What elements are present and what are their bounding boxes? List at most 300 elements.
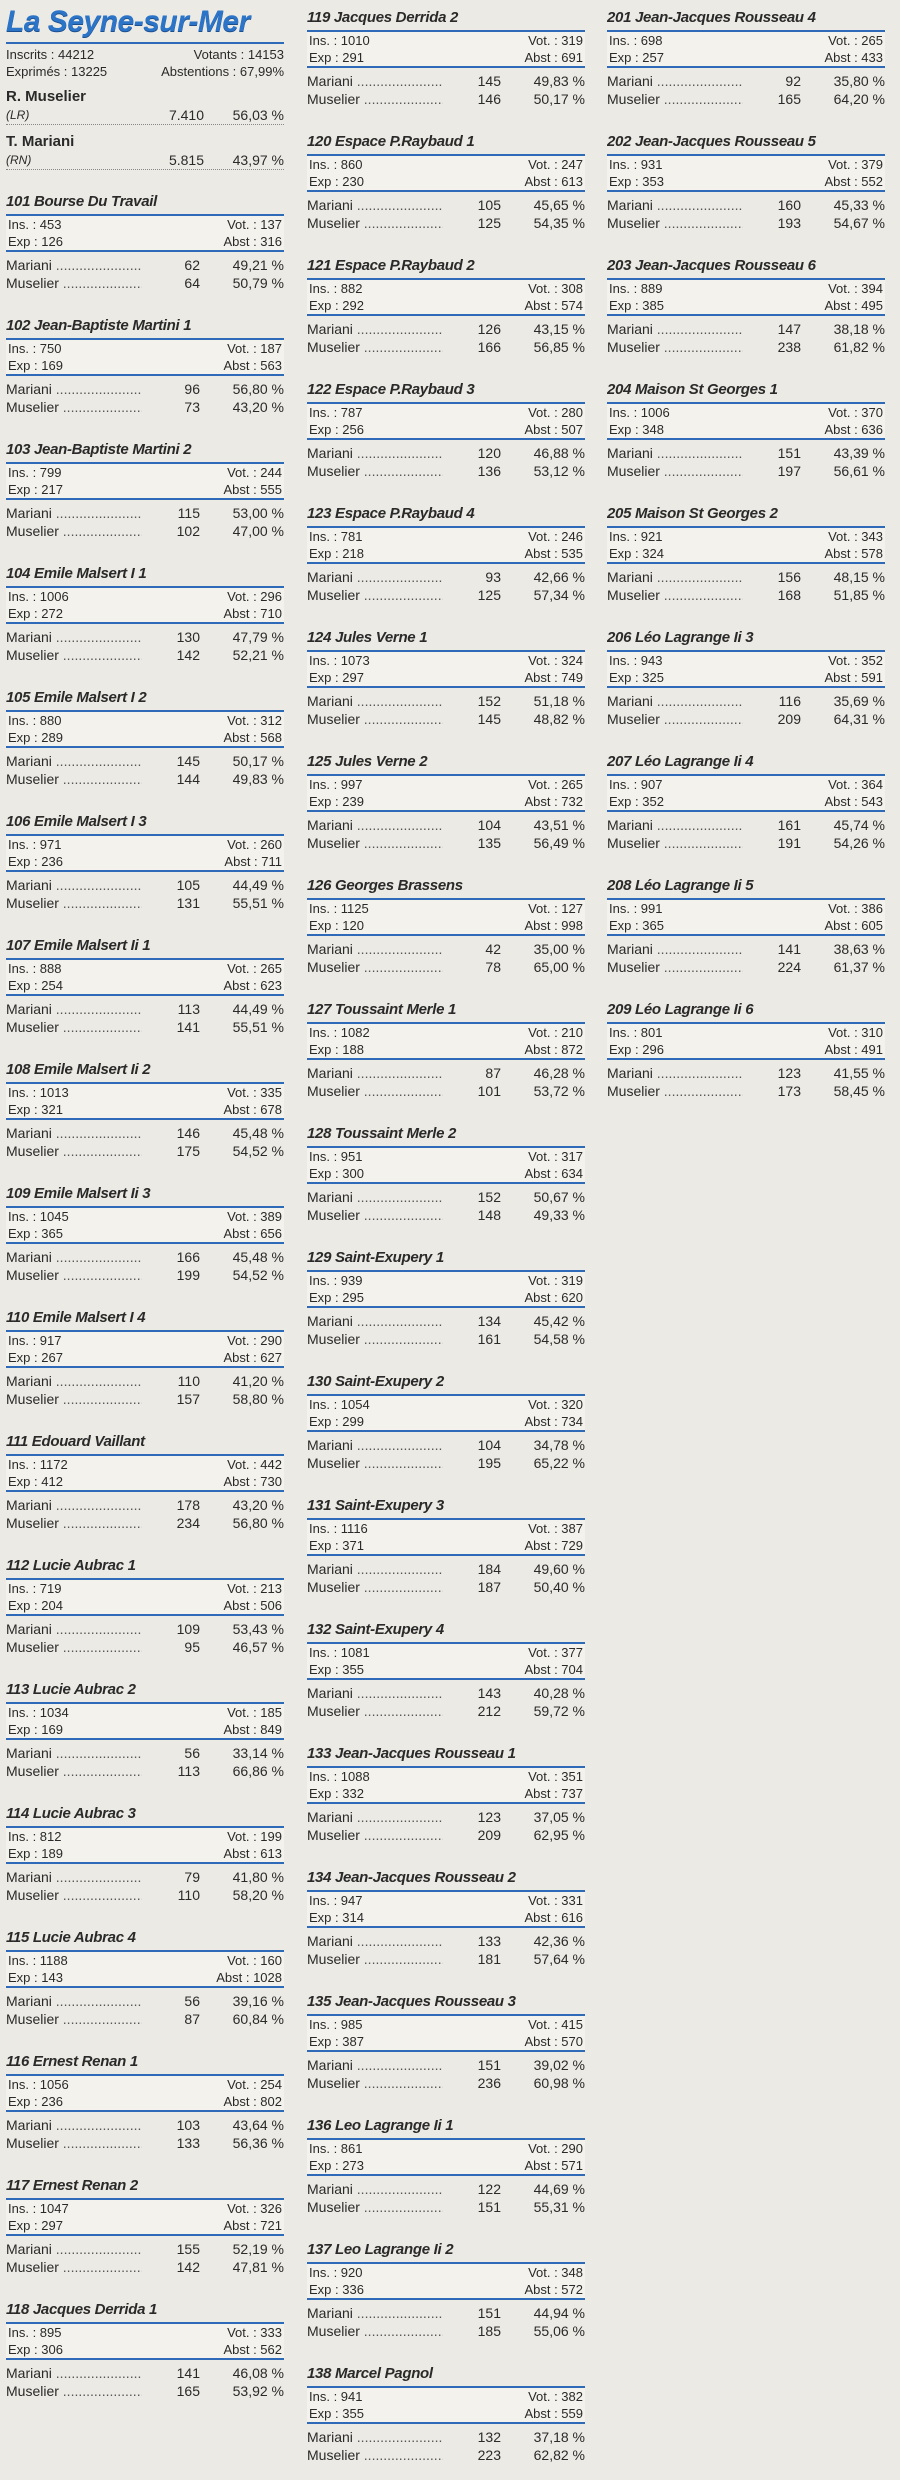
bureau-title: 209 Léo Lagrange Ii 6 [607,1001,754,1018]
candidate-name: T. Mariani [6,133,75,150]
stats-row [307,776,585,793]
stats-row [6,1704,284,1721]
candidate-votes: 238 [777,339,801,355]
stats-row [6,2076,284,2093]
bureau-stats [6,586,284,624]
abstentions-value: Abst : 562 [223,2342,282,2357]
result-row [607,462,885,480]
result-row [607,1064,885,1082]
candidate-pct: 62,82 % [533,2447,585,2463]
inscrits-value: Ins. : 1073 [309,653,370,668]
candidate-votes: 133 [176,2135,200,2151]
bureau-title: 104 Emile Malsert I 1 [6,565,147,582]
abstentions-value: Abst : 634 [524,1166,583,1181]
bureau-block [6,432,284,556]
stats-row [6,481,284,498]
votants-value: Vot. : 364 [828,777,883,792]
abstentions-value: Abst : 849 [223,1722,282,1737]
bureau-results [307,816,585,852]
candidate-pct: 58,80 % [232,1391,284,1407]
inscrits-value: Ins. : 921 [609,529,663,544]
candidate-votes: 7.410 [168,107,204,123]
inscrits-value: Ins. : 801 [609,1025,663,1040]
abstentions-value: Abst : 730 [223,1474,282,1489]
candidate-name: Muselier ..... [307,214,443,232]
result-row [6,522,284,540]
candidate-name: Mariani ..... [307,1312,443,1330]
inscrits-value: Ins. : 1010 [309,33,370,48]
candidate-pct: 46,28 % [533,1065,585,1081]
bureau-block [307,1612,585,1736]
inscrits-value: Ins. : 1081 [309,1645,370,1660]
bureau-stats [307,2262,585,2300]
abstentions-value: Abst : 613 [524,174,583,189]
inscrits-value: Ins. : 920 [309,2265,363,2280]
candidate-name: Muselier ..... [307,1082,443,1100]
candidate-name: Mariani ..... [6,504,142,522]
abstentions-value: Abst : 656 [223,1226,282,1241]
bureau-results [6,2116,284,2152]
bureau-block [307,2356,585,2480]
stats-row [6,1101,284,1118]
candidate-name: Mariani ..... [6,2364,142,2382]
abstentions-total: Abstentions : 67,99% [161,64,284,79]
bureau-title: 105 Emile Malsert I 2 [6,689,147,706]
exprimes-value: Exp : 412 [8,1474,63,1489]
stats-row [307,1165,585,1182]
result-row [307,1082,585,1100]
result-row [6,1868,284,1886]
bureau-results [307,444,585,480]
candidate-votes: 151 [477,2305,501,2321]
bureau-title: 132 Saint-Exupery 4 [307,1621,444,1638]
candidate-name: Mariani ..... [607,692,743,710]
votants-value: Vot. : 280 [528,405,583,420]
votants-value: Vot. : 160 [227,1953,282,1968]
result-row [607,958,885,976]
column-3 [607,0,885,1116]
candidate-votes: 123 [477,1809,501,1825]
bureau-title: 117 Ernest Renan 2 [6,2177,138,2194]
bureau-title: 121 Espace P.Raybaud 2 [307,257,475,274]
candidate-votes: 151 [477,2199,501,2215]
result-row [6,1142,284,1160]
exprimes-value: Exp : 257 [609,50,664,65]
candidate-pct: 58,20 % [232,1887,284,1903]
city-title: La Seyne-sur-Mer [6,5,250,38]
abstentions-value: Abst : 572 [524,2282,583,2297]
candidate-pct: 46,57 % [232,1639,284,1655]
result-row [607,196,885,214]
bureau-title: 123 Espace P.Raybaud 4 [307,505,475,522]
candidate-votes: 146 [176,1125,200,1141]
stats-row [607,545,885,562]
candidate-votes: 145 [477,73,501,89]
candidate-pct: 45,48 % [232,1249,284,1265]
result-row [6,876,284,894]
abstentions-value: Abst : 802 [223,2094,282,2109]
bureau-title: 116 Ernest Renan 1 [6,2053,138,2070]
votants-value: Vot. : 343 [828,529,883,544]
exprimes-value: Exp : 143 [8,1970,63,1985]
exprimes-value: Exp : 297 [309,670,364,685]
bureau-results [307,320,585,356]
candidate-votes: 132 [477,2429,501,2445]
candidate-pct: 39,02 % [533,2057,585,2073]
stats-row [607,776,885,793]
candidate-votes: 115 [177,505,200,521]
stats-row [307,1272,585,1289]
stats-row [6,1721,284,1738]
candidate-pct: 33,14 % [232,1745,284,1761]
header-rule [6,42,284,44]
bureau-stats [6,462,284,500]
bureau-stats [307,1766,585,1804]
bureau-stats [307,898,585,936]
inscrits-value: Ins. : 812 [8,1829,62,1844]
candidate-votes: 166 [176,1249,200,1265]
candidate-pct: 41,80 % [232,1869,284,1885]
votants-value: Vot. : 312 [227,713,282,728]
candidate-pct: 35,00 % [533,941,585,957]
result-row [607,338,885,356]
inscrits-value: Ins. : 1172 [8,1457,68,1472]
bureau-stats [307,1022,585,1060]
bureau-title: 113 Lucie Aubrac 2 [6,1681,136,1698]
stats-row [307,2264,585,2281]
candidate-name: Mariani ..... [307,2304,443,2322]
candidate-pct: 39,16 % [232,1993,284,2009]
bureau-results [307,2304,585,2340]
candidate-name: Muselier ..... [307,1578,443,1596]
candidate-name: Mariani ..... [307,1436,443,1454]
city-summary [6,46,284,184]
candidate-name: Muselier ..... [6,522,142,540]
candidate-name: Mariani ..... [607,568,743,586]
candidate-votes: 193 [777,215,801,231]
stats-row [6,960,284,977]
votants-value: Vot. : 246 [528,529,583,544]
bureau-title: 135 Jean-Jacques Rousseau 3 [307,1993,516,2010]
abstentions-value: Abst : 506 [223,1598,282,1613]
bureau-block [6,1300,284,1424]
bureau-results [307,1436,585,1472]
result-row [307,2198,585,2216]
abstentions-value: Abst : 570 [524,2034,583,2049]
candidate-votes: 166 [477,339,501,355]
exprimes-value: Exp : 169 [8,1722,63,1737]
bureau-block [307,992,585,1116]
candidate-party: (LR) [6,108,30,122]
candidate-pct: 65,00 % [533,959,585,975]
candidate-votes: 93 [485,569,501,585]
exprimes-value: Exp : 300 [309,1166,364,1181]
candidate-name: Muselier ..... [6,2382,142,2400]
inscrits-value: Ins. : 991 [609,901,663,916]
result-row [6,1638,284,1656]
candidate-pct: 49,33 % [533,1207,585,1223]
result-row [307,2180,585,2198]
result-row [307,586,585,604]
candidate-name: Mariani ..... [6,1868,142,1886]
candidate-pct: 61,37 % [833,959,885,975]
candidate-votes: 199 [176,1267,200,1283]
result-row [6,752,284,770]
candidate-name: Muselier ..... [307,1950,443,1968]
candidate-votes: 134 [477,1313,501,1329]
candidate-pct: 51,85 % [833,587,885,603]
candidate-votes: 104 [477,817,501,833]
candidate-name: Muselier ..... [6,398,142,416]
abstentions-value: Abst : 552 [824,174,883,189]
inscrits-value: Ins. : 931 [609,157,663,172]
stats-row [6,1349,284,1366]
result-row [6,770,284,788]
stats-row [307,1289,585,1306]
candidate-pct: 52,21 % [232,647,284,663]
candidate-pct: 46,88 % [533,445,585,461]
candidate-name: Mariani ..... [307,72,443,90]
abstentions-value: Abst : 568 [223,730,282,745]
bureau-stats [6,2322,284,2360]
candidate-pct: 46,08 % [232,2365,284,2381]
inscrits-value: Ins. : 951 [309,1149,363,1164]
candidate-votes: 95 [184,1639,200,1655]
stats-row [6,2217,284,2234]
inscrits-value: Ins. : 1188 [8,1953,68,1968]
bureau-block [307,0,585,124]
bureau-stats [307,1146,585,1184]
bureau-block [607,124,885,248]
result-row [307,2074,585,2092]
exprimes-value: Exp : 355 [309,2406,364,2421]
bureau-block [307,1488,585,1612]
bureau-stats [307,2014,585,2052]
bureau-stats [6,1702,284,1740]
votants-value: Vot. : 370 [828,405,883,420]
stats-row [607,669,885,686]
bureau-title: 205 Maison St Georges 2 [607,505,778,522]
result-row [607,320,885,338]
votants-value: Vot. : 387 [528,1521,583,1536]
abstentions-value: Abst : 749 [524,670,583,685]
exprimes-value: Exp : 272 [8,606,63,621]
result-row [6,2134,284,2152]
result-row [607,710,885,728]
inscrits-value: Ins. : 799 [8,465,62,480]
result-row [6,1514,284,1532]
result-row [6,1390,284,1408]
exprimes-value: Exp : 126 [8,234,63,249]
candidate-votes: 212 [477,1703,501,1719]
abstentions-value: Abst : 578 [824,546,883,561]
votants-value: Vot. : 127 [528,901,583,916]
bureau-results [6,752,284,788]
bureau-stats [307,30,585,68]
exprimes-value: Exp : 254 [8,978,63,993]
candidate-name: Muselier ..... [607,90,743,108]
candidate-name: Mariani ..... [6,1992,142,2010]
bureau-title: 136 Leo Lagrange Ii 1 [307,2117,454,2134]
candidate-votes: 168 [777,587,801,603]
stats-row [6,2324,284,2341]
exprimes-value: Exp : 314 [309,1910,364,1925]
candidate-pct: 55,51 % [232,895,284,911]
stats-row [307,1644,585,1661]
result-row [6,1266,284,1284]
result-row [307,1454,585,1472]
abstentions-value: Abst : 605 [824,918,883,933]
candidate-name: Mariani ..... [307,568,443,586]
candidate-name: Mariani ..... [307,940,443,958]
candidate-name: Muselier ..... [6,2134,142,2152]
candidate-name: Mariani ..... [307,1560,443,1578]
bureau-title: 126 Georges Brassens [307,877,463,894]
bureau-title: 115 Lucie Aubrac 4 [6,1929,136,1946]
bureau-block [6,556,284,680]
exprimes-value: Exp : 292 [309,298,364,313]
candidate-name: Muselier ..... [607,462,743,480]
candidate-pct: 60,98 % [533,2075,585,2091]
candidate-name: Mariani ..... [607,196,743,214]
candidate-name: Muselier ..... [6,1762,142,1780]
bureau-results [6,256,284,292]
result-row [6,1992,284,2010]
result-row [307,338,585,356]
inscrits-value: Ins. : 787 [309,405,363,420]
bureau-block [6,1176,284,1300]
candidate-name: Mariani ..... [307,320,443,338]
candidate-name: Mariani ..... [6,2240,142,2258]
candidate-name: Mariani ..... [607,816,743,834]
candidate-pct: 64,31 % [833,711,885,727]
candidate-votes: 135 [477,835,501,851]
candidate-name: Muselier ..... [307,2322,443,2340]
bureau-title: 202 Jean-Jacques Rousseau 5 [607,133,816,150]
result-row [607,586,885,604]
votants-value: Vot. : 331 [528,1893,583,1908]
candidate-votes: 161 [477,1331,501,1347]
bureau-stats [6,2198,284,2236]
bureau-title: 133 Jean-Jacques Rousseau 1 [307,1745,516,1762]
candidate-votes: 105 [176,877,200,893]
exprimes-value: Exp : 371 [309,1538,364,1553]
result-row [307,1188,585,1206]
votants-value: Vot. : 442 [227,1457,282,1472]
inscrits-value: Ins. : 1125 [309,901,369,916]
stats-row [6,1225,284,1242]
bureau-title: 201 Jean-Jacques Rousseau 4 [607,9,816,26]
candidate-name: Muselier ..... [6,1142,142,1160]
candidate-votes: 165 [777,91,801,107]
candidate-pct: 43,97 % [232,152,284,168]
candidate-votes: 92 [785,73,801,89]
candidate-pct: 48,15 % [833,569,885,585]
abstentions-value: Abst : 620 [524,1290,583,1305]
result-row [307,72,585,90]
stats-row [6,1084,284,1101]
bureau-stats [607,650,885,688]
candidate-name: Muselier ..... [307,2446,443,2464]
candidate-votes: 62 [184,257,200,273]
bureau-title: 118 Jacques Derrida 1 [6,2301,158,2318]
abstentions-value: Abst : 491 [824,1042,883,1057]
candidate-pct: 40,28 % [533,1685,585,1701]
candidate-name: Mariani ..... [307,1684,443,1702]
candidate-votes: 195 [477,1455,501,1471]
stats-row [307,669,585,686]
exprimes-value: Exp : 387 [309,2034,364,2049]
candidate-pct: 53,12 % [533,463,585,479]
candidate-votes: 151 [477,2057,501,2073]
result-row [307,320,585,338]
abstentions-value: Abst : 729 [524,1538,583,1553]
bureau-stats [607,526,885,564]
candidate-pct: 54,58 % [533,1331,585,1347]
candidate-pct: 49,83 % [533,73,585,89]
candidate-votes: 131 [176,895,200,911]
candidate-votes: 173 [777,1083,801,1099]
bureau-results [6,1248,284,1284]
stats-row [607,652,885,669]
bureau-block [607,496,885,620]
result-row [307,444,585,462]
candidate-name: Mariani ..... [307,2428,443,2446]
stats-row [307,1041,585,1058]
bureau-title: 128 Toussaint Merle 2 [307,1125,457,1142]
candidate-votes: 113 [177,1763,200,1779]
candidate-pct: 53,00 % [232,505,284,521]
result-row [6,1018,284,1036]
votants-value: Vot. : 379 [828,157,883,172]
stats-row [6,1597,284,1614]
bureau-stats [607,278,885,316]
bureau-results [307,1560,585,1596]
bureau-results [607,196,885,232]
exprimes-value: Exp : 188 [309,1042,364,1057]
inscrits-value: Ins. : 947 [309,1893,363,1908]
candidate-name: Muselier ..... [607,586,743,604]
bureau-title: 127 Toussaint Merle 1 [307,1001,457,1018]
bureau-results [607,1064,885,1100]
candidate-votes: 197 [777,463,801,479]
bureau-block [307,1984,585,2108]
bureau-stats [607,898,885,936]
stats-row [307,2157,585,2174]
result-row [307,1826,585,1844]
result-row [6,2240,284,2258]
candidate-pct: 50,67 % [533,1189,585,1205]
bureau-results [607,568,885,604]
votants-value: Vot. : 389 [227,1209,282,1224]
stats-row [6,853,284,870]
candidate-name: Muselier ..... [607,710,743,728]
exprimes-value: Exp : 306 [8,2342,63,2357]
abstentions-value: Abst : 616 [524,1910,583,1925]
votants-value: Vot. : 265 [227,961,282,976]
bureau-stats [6,1330,284,1368]
candidate-pct: 43,20 % [232,1497,284,1513]
bureau-block [6,2168,284,2292]
candidate-pct: 54,67 % [833,215,885,231]
result-row [307,940,585,958]
bureau-block [6,1796,284,1920]
stats-row [307,652,585,669]
inscrits-value: Ins. : 1013 [8,1085,69,1100]
votants-value: Vot. : 290 [528,2141,583,2156]
candidate-votes: 96 [184,381,200,397]
candidate-votes: 160 [777,197,801,213]
